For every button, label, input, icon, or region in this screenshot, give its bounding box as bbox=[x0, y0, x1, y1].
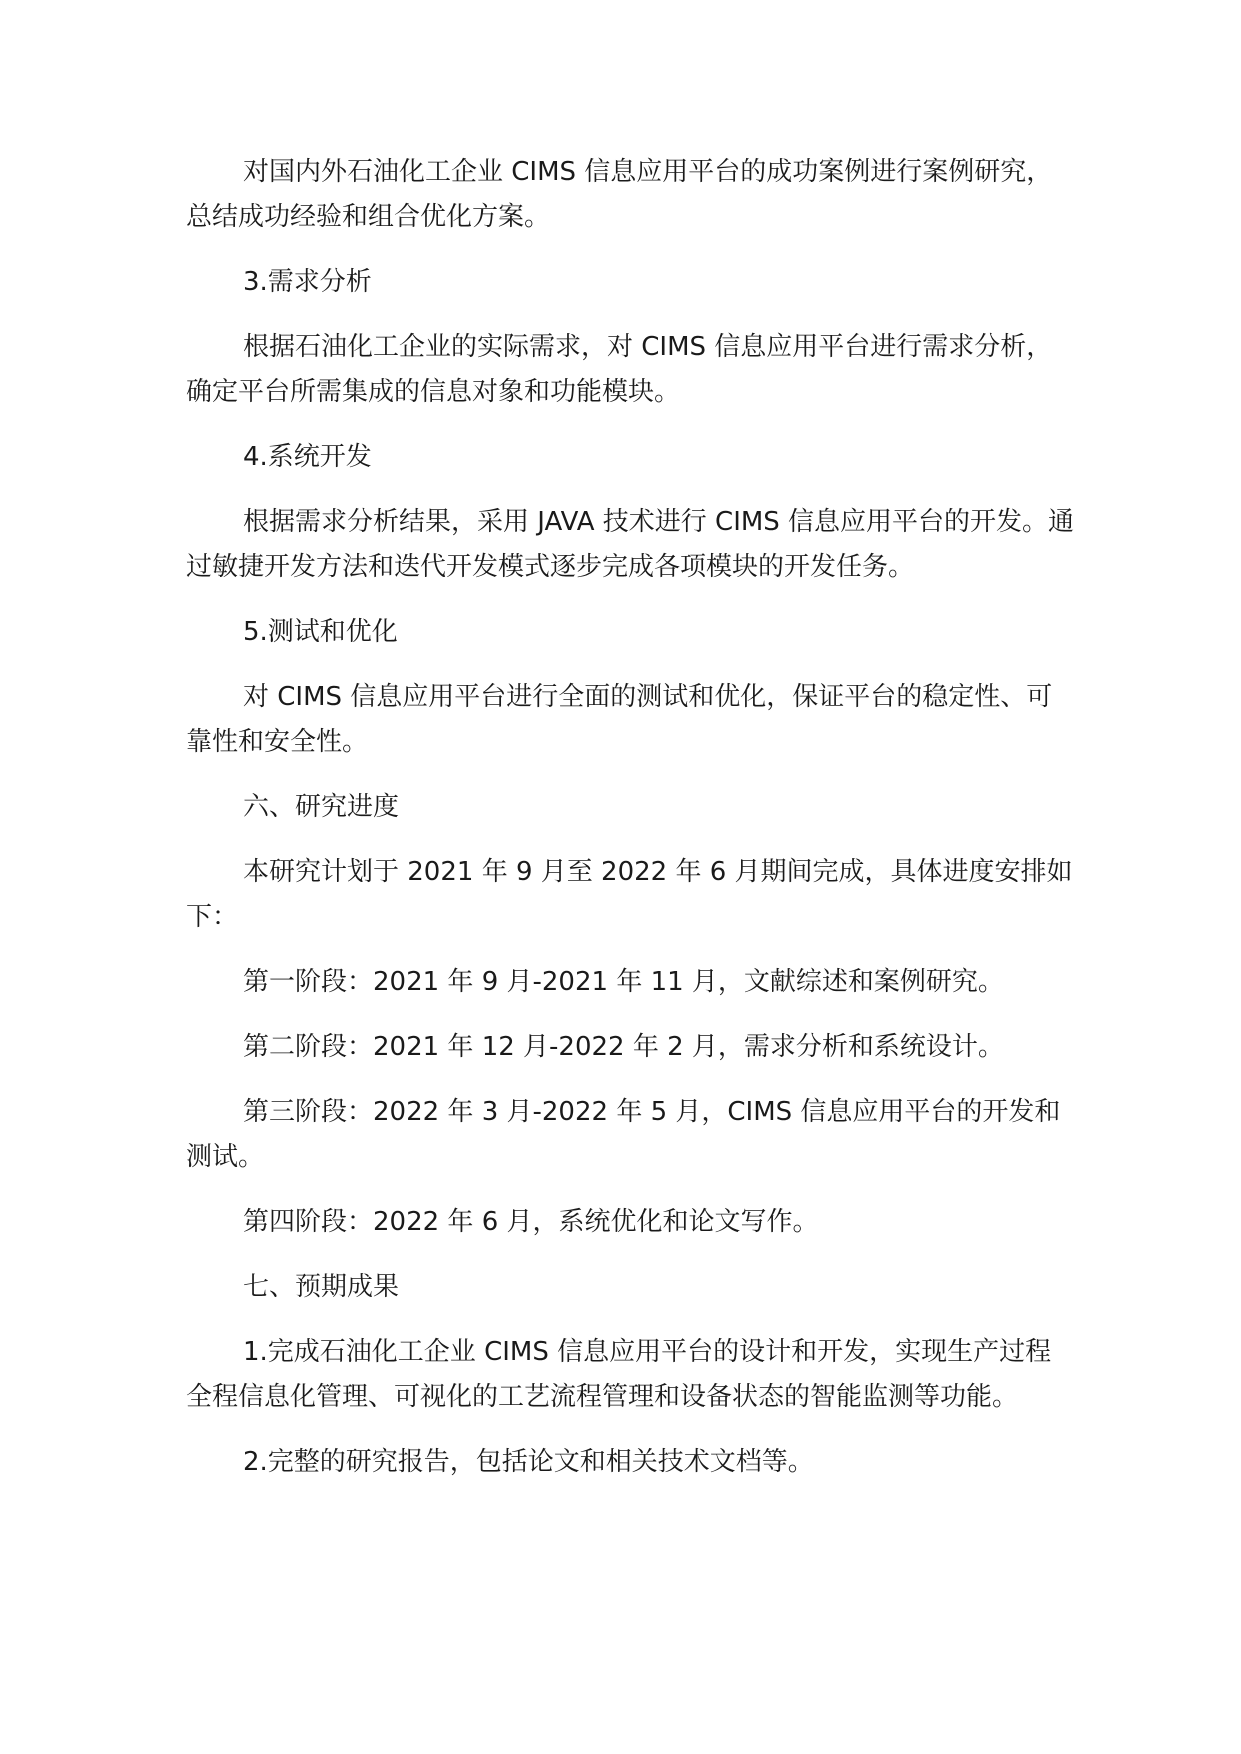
paragraph-requirements-analysis: 根据石油化工企业的实际需求，对 CIMS 信息应用平台进行需求分析，确定平台所需集成的信息对象和功能模块。 bbox=[186, 332, 1053, 407]
paragraph-phase-four: 第四阶段：2022 年 6 月，系统优化和论文写作。 bbox=[243, 1207, 819, 1237]
heading-requirements-analysis: 3.需求分析 bbox=[243, 267, 372, 297]
heading-expected-results: 七、预期成果 bbox=[243, 1272, 400, 1302]
paragraph-result-two: 2.完整的研究报告，包括论文和相关技术文档等。 bbox=[243, 1447, 814, 1477]
paragraph-case-study: 对国内外石油化工企业 CIMS 信息应用平台的成功案例进行案例研究，总结成功经验和组合优化方案。 bbox=[186, 157, 1053, 232]
paragraph-testing-optimization: 对 CIMS 信息应用平台进行全面的测试和优化，保证平台的稳定性、可靠性和安全性。 bbox=[186, 682, 1053, 757]
document-body bbox=[186, 150, 1076, 1505]
paragraph-schedule-intro: 本研究计划于 2021 年 9 月至 2022 年 6 月期间完成，具体进度安排如下： bbox=[186, 857, 1073, 932]
paragraph-phase-one: 第一阶段：2021 年 9 月-2021 年 11 月，文献综述和案例研究。 bbox=[243, 967, 1004, 997]
paragraph-phase-three: 第三阶段：2022 年 3 月-2022 年 5 月，CIMS 信息应用平台的开发和测试。 bbox=[186, 1097, 1061, 1172]
heading-system-development: 4.系统开发 bbox=[243, 442, 372, 472]
paragraph-phase-two: 第二阶段：2021 年 12 月-2022 年 2 月，需求分析和系统设计。 bbox=[243, 1032, 1004, 1062]
paragraph-result-one: 1.完成石油化工企业 CIMS 信息应用平台的设计和开发，实现生产过程全程信息化管理、可视化的工艺流程管理和设备状态的智能监测等功能。 bbox=[186, 1337, 1052, 1412]
paragraph-system-development: 根据需求分析结果，采用 JAVA 技术进行 CIMS 信息应用平台的开发。通过敏捷开发方法和迭代开发模式逐步完成各项模块的开发任务。 bbox=[186, 507, 1075, 582]
heading-research-schedule: 六、研究进度 bbox=[243, 792, 400, 822]
heading-testing-optimization: 5.测试和优化 bbox=[243, 617, 398, 647]
